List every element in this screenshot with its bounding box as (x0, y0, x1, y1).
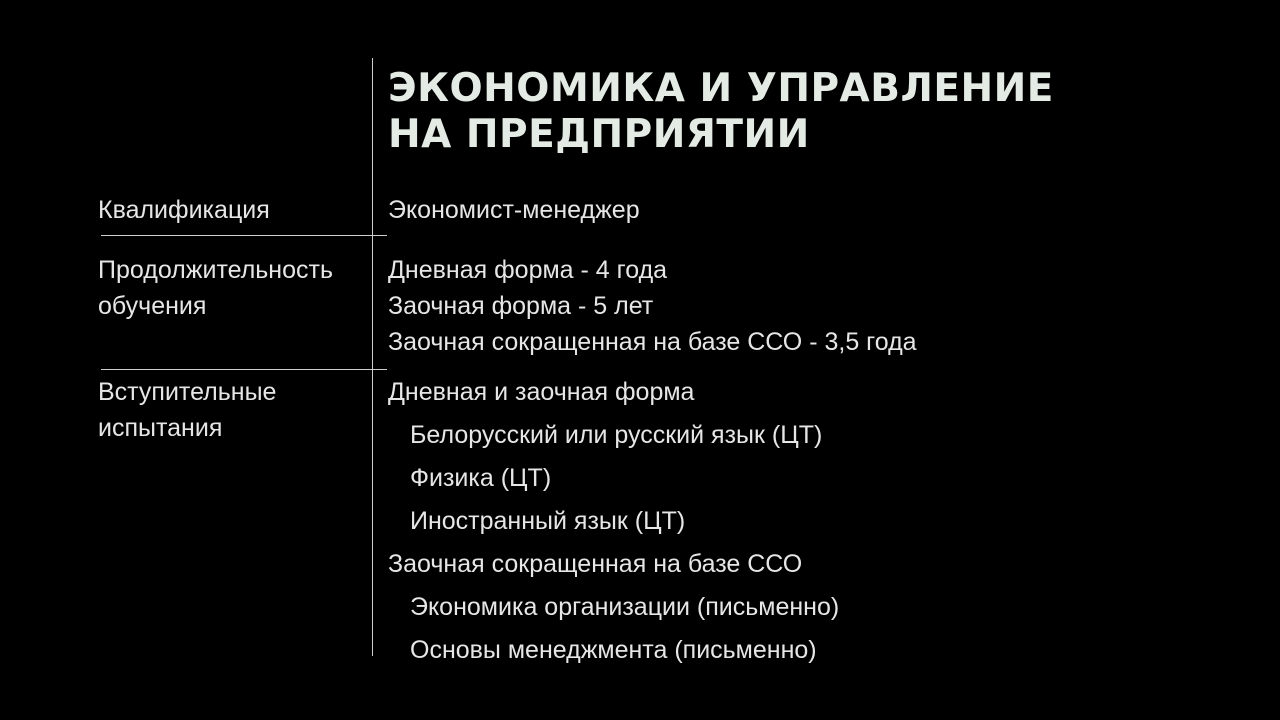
duration-item-shortened: Заочная сокращенная на базе ССО - 3,5 года (388, 328, 917, 356)
exams-group2-heading: Заочная сокращенная на базе ССО (388, 550, 803, 578)
page-title (388, 66, 1054, 158)
qualification-value: Экономист-менеджер (388, 196, 640, 224)
page-title-line-2: НА ПРЕДПРИЯТИИ (388, 112, 810, 157)
duration-item-part-time: Заочная форма - 5 лет (388, 292, 654, 320)
duration-label (98, 252, 333, 324)
exams-group2-item: Основы менеджмента (письменно) (410, 636, 817, 664)
row-divider-qualification (101, 235, 387, 236)
exams-label (98, 374, 276, 446)
page-title-line-1: ЭКОНОМИКА И УПРАВЛЕНИЕ (388, 66, 1054, 111)
exams-group1-heading: Дневная и заочная форма (388, 378, 695, 406)
exams-group1-item: Белорусский или русский язык (ЦТ) (410, 421, 823, 449)
exams-label-line-2: испытания (98, 414, 223, 442)
exams-group2-item: Экономика организации (письменно) (410, 593, 840, 621)
duration-label-line-2: обучения (98, 292, 207, 320)
exams-label-line-1: Вступительные (98, 378, 277, 406)
qualification-label: Квалификация (98, 196, 270, 224)
duration-label-line-1: Продолжительность (98, 256, 333, 284)
duration-item-full-time: Дневная форма - 4 года (388, 256, 668, 284)
vertical-divider (372, 58, 373, 656)
exams-group1-item: Физика (ЦТ) (410, 464, 552, 492)
row-divider-duration (101, 369, 387, 370)
exams-group1-item: Иностранный язык (ЦТ) (410, 507, 686, 535)
